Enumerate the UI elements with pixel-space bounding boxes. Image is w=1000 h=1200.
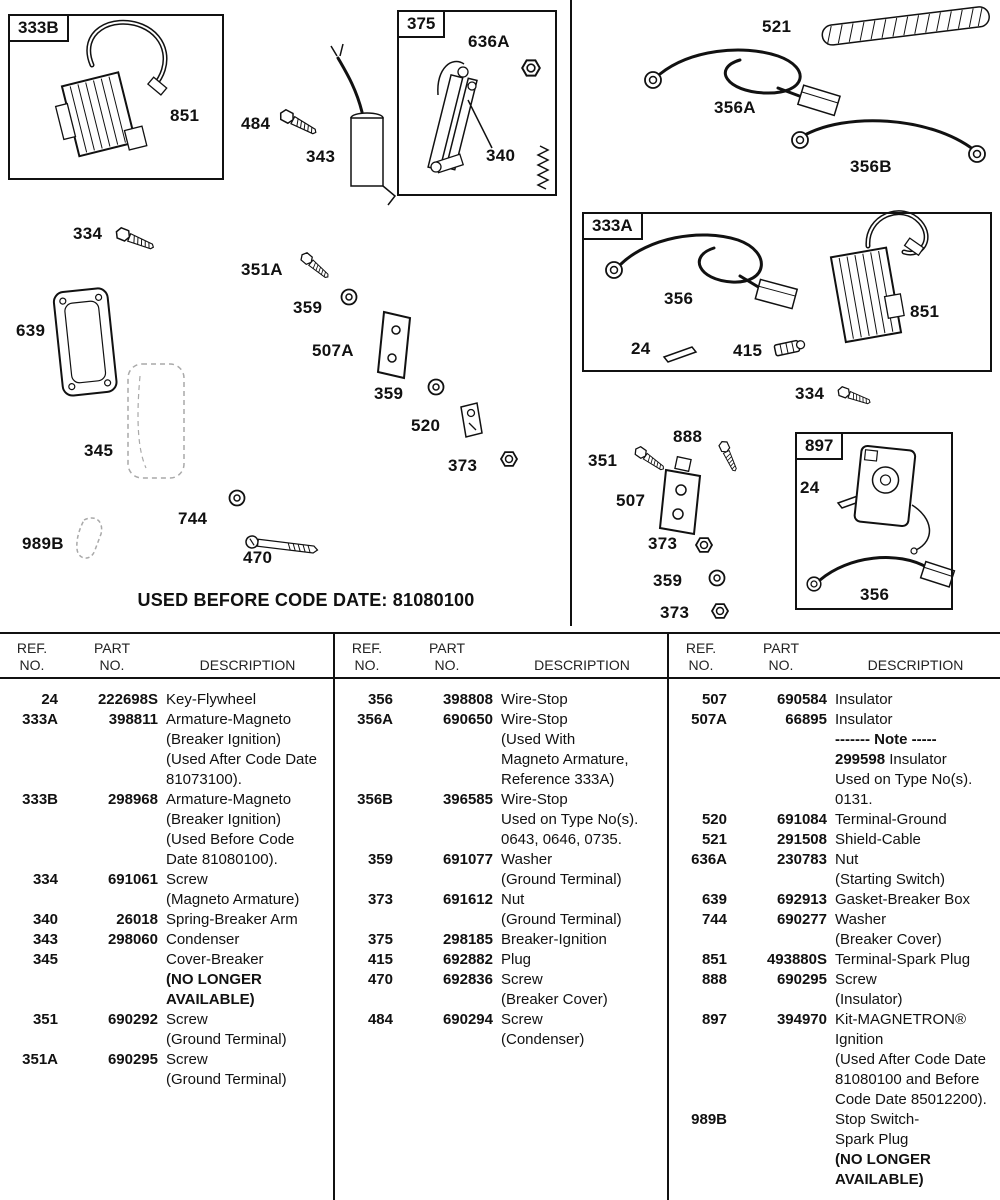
column-header-cell: DESCRIPTION (199, 657, 296, 673)
part-no: 690277 (776, 911, 827, 928)
ref-box-333B (8, 14, 224, 180)
part-entry-484 (335, 1010, 667, 1050)
description: Nut (Ground Terminal) (501, 891, 622, 928)
part-label-888: 888 (673, 427, 703, 446)
part-label-351A: 351A (241, 260, 283, 279)
ref-box-tag-333A: 333A (582, 212, 643, 240)
part-label-636A: 636A (468, 32, 510, 51)
description: Wire-Stop (Used With Magneto Armature, Reference 333A) (501, 711, 629, 788)
parts-table (0, 632, 1000, 1200)
part-entry-373 (335, 890, 667, 930)
ref-no: 351 (32, 1011, 58, 1028)
part-label-24: 24 (631, 339, 651, 358)
part-no: 66895 (785, 711, 827, 728)
ref-no: 507A (691, 711, 727, 728)
part-label-373: 373 (448, 456, 478, 475)
column-entries (335, 679, 667, 1050)
part-entry-470 (335, 970, 667, 1010)
ref-no: 636A (691, 851, 727, 868)
description: Screw (Condenser) (501, 1011, 585, 1048)
column-header (669, 634, 1000, 679)
part-no: 690295 (776, 971, 827, 988)
ref-no: 340 (32, 911, 58, 928)
part-label-343: 343 (306, 147, 336, 166)
ref-no: 484 (367, 1011, 393, 1028)
part-no: 291508 (776, 831, 827, 848)
part-label-521: 521 (762, 17, 792, 36)
part-no: 692882 (442, 951, 493, 968)
part-label-851: 851 (910, 302, 940, 321)
part-no: 691077 (442, 851, 493, 868)
column-header (335, 634, 667, 679)
part-label-507: 507 (616, 491, 646, 510)
description: Washer (Breaker Cover) (835, 911, 942, 948)
part-label-334: 334 (795, 384, 825, 403)
part-entry-356B (335, 790, 667, 850)
gasket-639-art (53, 287, 118, 396)
description: Screw (Insulator) (835, 971, 903, 1008)
part-entry-639 (669, 890, 1000, 910)
ref-no: 507 (701, 691, 727, 708)
part-label-851: 851 (170, 106, 200, 125)
column-header-cell: PART NO. (93, 640, 131, 673)
part-label-415: 415 (733, 341, 763, 360)
ref-no: 373 (367, 891, 393, 908)
insulator-507a-art (378, 312, 410, 378)
part-entry-888 (669, 970, 1000, 1010)
insulator-507-art (660, 457, 700, 534)
part-entry-340 (0, 910, 333, 930)
section-divider (570, 0, 572, 626)
part-entry-375 (335, 930, 667, 950)
part-no: 691612 (442, 891, 493, 908)
part-label-351: 351 (588, 451, 618, 470)
ref-box-tag-375: 375 (397, 10, 445, 38)
description: Armature-Magneto (Breaker Ignition) (Used Before Code Date 81080100). (166, 791, 295, 868)
ref-box-tag-897: 897 (795, 432, 843, 460)
part-no: 222698S (97, 691, 158, 708)
part-entry-520 (669, 810, 1000, 830)
parts-column-3 (667, 634, 1000, 1200)
description: Screw (Ground Terminal) (166, 1051, 287, 1088)
part-no: 398808 (442, 691, 493, 708)
parts-column-2 (333, 634, 667, 1200)
part-entry-333A (0, 710, 333, 790)
part-no: 691084 (776, 811, 827, 828)
ref-no: 888 (701, 971, 727, 988)
ref-no: 356B (357, 791, 393, 808)
ref-box-375 (397, 10, 557, 196)
part-no: 298185 (442, 931, 493, 948)
ref-no: 345 (32, 951, 58, 968)
part-entry-521 (669, 830, 1000, 850)
part-no: 26018 (116, 911, 158, 928)
part-entry-989B (669, 1110, 1000, 1190)
part-no: 690292 (107, 1011, 158, 1028)
part-no: 690294 (442, 1011, 493, 1028)
ref-no: 851 (701, 951, 727, 968)
terminal-ground-520-art (461, 403, 482, 437)
parts-column-1 (0, 634, 333, 1200)
ref-no: 359 (367, 851, 393, 868)
part-label-340: 340 (486, 146, 516, 165)
part-entry-897 (669, 1010, 1000, 1110)
part-label-520: 520 (411, 416, 441, 435)
description: Wire-Stop (501, 691, 568, 708)
part-entry-343 (0, 930, 333, 950)
part-entry-345 (0, 950, 333, 1010)
ref-box-333A (582, 212, 992, 372)
part-entry-356 (335, 690, 667, 710)
ref-no: 520 (701, 811, 727, 828)
column-header-cell: PART NO. (762, 640, 800, 673)
column-header-cell: REF. NO. (351, 640, 383, 673)
description: Wire-Stop Used on Type No(s). 0643, 0646, 0735. (501, 791, 639, 848)
description: Nut (Starting Switch) (835, 851, 946, 888)
part-label-356: 356 (860, 585, 890, 604)
description: Screw (Magneto Armature) (166, 871, 300, 908)
part-no: 692913 (776, 891, 827, 908)
description: Stop Switch- Spark Plug (NO LONGER AVAILABLE) (835, 1111, 931, 1188)
ref-no: 356A (357, 711, 393, 728)
ref-no: 351A (22, 1051, 58, 1068)
part-no: 690650 (442, 711, 493, 728)
column-header (0, 634, 333, 679)
description: Key-Flywheel (166, 691, 257, 708)
part-label-507A: 507A (312, 341, 354, 360)
part-no: 298968 (107, 791, 158, 808)
part-entry-851 (669, 950, 1000, 970)
ref-no: 744 (701, 911, 727, 928)
description: Insulator ------- Note ----- 299598 Insulator Used on Type No(s). 0131. (835, 711, 973, 808)
ref-no: 24 (41, 691, 58, 708)
wire-stop-356b-art (792, 121, 985, 162)
part-entry-24 (0, 690, 333, 710)
ref-box-tag-333B: 333B (8, 14, 69, 42)
description: Spring-Breaker Arm (166, 911, 298, 928)
part-no: 396585 (442, 791, 493, 808)
description: Plug (501, 951, 532, 968)
part-entry-351 (0, 1010, 333, 1050)
ref-no: 356 (367, 691, 393, 708)
column-header-cell: DESCRIPTION (867, 657, 964, 673)
part-entry-351A (0, 1050, 333, 1090)
shield-cable-521-art (821, 6, 990, 46)
part-entry-356A (335, 710, 667, 790)
part-label-744: 744 (178, 509, 208, 528)
part-label-356B: 356B (850, 157, 892, 176)
part-no: 691061 (107, 871, 158, 888)
part-no (735, 1110, 827, 1190)
description: Terminal-Ground (835, 811, 947, 828)
part-label-639: 639 (16, 321, 46, 340)
part-no (66, 950, 158, 1010)
part-entry-507A (669, 710, 1000, 810)
condenser-343-art (331, 44, 395, 205)
part-no: 398811 (108, 711, 158, 728)
part-label-373: 373 (660, 603, 690, 622)
part-label-484: 484 (241, 114, 271, 133)
description: Condenser (166, 931, 240, 948)
part-entry-333B (0, 790, 333, 870)
part-no: 690295 (107, 1051, 158, 1068)
description: Kit-MAGNETRON® Ignition (Used After Code Date 81080100 and Before Code Date 85012200). (835, 1011, 987, 1108)
ref-no: 334 (32, 871, 58, 888)
ref-no: 639 (701, 891, 727, 908)
description: Screw (Ground Terminal) (166, 1011, 287, 1048)
ref-box-897 (795, 432, 953, 610)
part-no: 690584 (776, 691, 827, 708)
part-no: 493880S (766, 951, 827, 968)
part-label-356: 356 (664, 289, 694, 308)
part-label-989B: 989B (22, 534, 64, 553)
column-header-cell: REF. NO. (685, 640, 717, 673)
part-no: 230783 (776, 851, 827, 868)
code-date-note: USED BEFORE CODE DATE: 81080100 (137, 590, 475, 610)
part-label-356A: 356A (714, 98, 756, 117)
part-entry-415 (335, 950, 667, 970)
column-header-cell: REF. NO. (16, 640, 48, 673)
part-label-373: 373 (648, 534, 678, 553)
description: Breaker-Ignition (501, 931, 607, 948)
ref-no: 333A (22, 711, 58, 728)
part-label-24: 24 (800, 478, 820, 497)
description: Terminal-Spark Plug (835, 951, 971, 968)
ref-no: 897 (701, 1011, 727, 1028)
part-entry-636A (669, 850, 1000, 890)
column-entries (669, 679, 1000, 1190)
part-entry-744 (669, 910, 1000, 950)
description: Washer (Ground Terminal) (501, 851, 622, 888)
part-no: 298060 (107, 931, 158, 948)
ref-no: 343 (32, 931, 58, 948)
column-header-cell: DESCRIPTION (534, 657, 630, 673)
column-header-cell: PART NO. (428, 640, 466, 673)
ref-no: 333B (22, 791, 58, 808)
part-label-470: 470 (243, 548, 273, 567)
description: Cover-Breaker (NO LONGER AVAILABLE) (166, 951, 264, 1008)
part-label-334: 334 (73, 224, 103, 243)
description: Gasket-Breaker Box (835, 891, 971, 908)
part-label-345: 345 (84, 441, 114, 460)
description: Armature-Magneto (Breaker Ignition) (Used After Code Date 81073100). (166, 711, 317, 788)
part-label-359: 359 (653, 571, 683, 590)
ref-no: 415 (367, 951, 393, 968)
stop-switch-989b-art (77, 518, 102, 558)
description: Insulator (835, 691, 893, 708)
ref-no: 470 (367, 971, 393, 988)
description: Shield-Cable (835, 831, 921, 848)
part-label-359: 359 (293, 298, 323, 317)
ref-no: 989B (691, 1111, 727, 1128)
part-entry-359 (335, 850, 667, 890)
description: Screw (Breaker Cover) (501, 971, 608, 1008)
part-label-359: 359 (374, 384, 404, 403)
part-no: 394970 (776, 1011, 827, 1028)
cover-breaker-345-art (128, 364, 184, 478)
part-entry-334 (0, 870, 333, 910)
column-entries (0, 679, 333, 1090)
ref-no: 375 (367, 931, 393, 948)
ref-no: 521 (701, 831, 727, 848)
part-entry-507 (669, 690, 1000, 710)
part-no: 692836 (442, 971, 493, 988)
